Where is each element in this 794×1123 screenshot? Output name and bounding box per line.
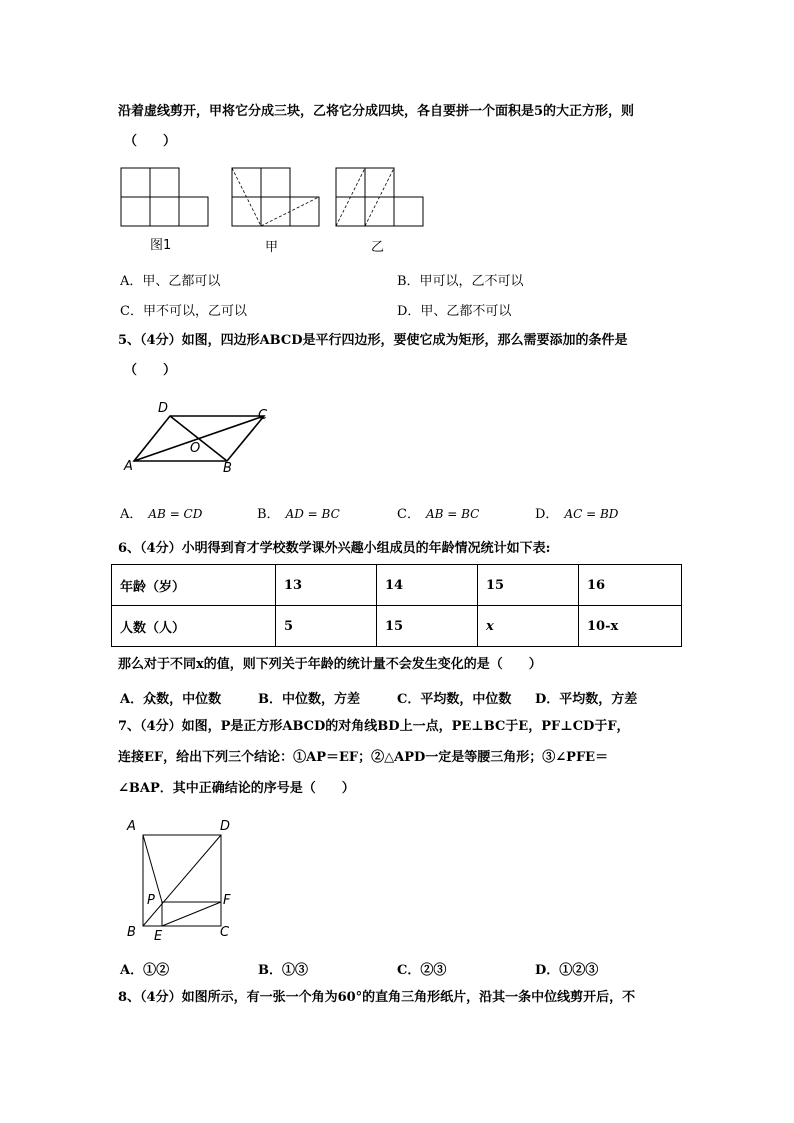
table-cell: 年龄（岁） xyxy=(112,565,276,606)
q5-option-a-letter: A． xyxy=(120,507,143,522)
q5-label-o: O xyxy=(190,441,201,456)
table-cell: x xyxy=(478,606,579,647)
q5-option-d-letter: D． xyxy=(535,507,559,522)
q6-option-a[interactable]: A．众数，中位数 xyxy=(120,692,222,707)
q5-option-b-letter: B． xyxy=(257,507,280,522)
q6-stem: 6、（4分）小明得到育才学校数学课外兴趣小组成员的年龄情况统计如下表: xyxy=(118,541,551,556)
table-cell: 14 xyxy=(377,565,478,606)
q4-option-a[interactable]: A．甲、乙都可以 xyxy=(120,274,221,289)
q6-option-c[interactable]: C．平均数，中位数 xyxy=(397,692,512,707)
q7-stem-line2: 连接EF，给出下列三个结论：①AP＝EF；②△APD一定是等腰三角形；③∠PFE＝ xyxy=(118,750,609,765)
q7-option-c[interactable]: C．②③ xyxy=(397,963,447,978)
q8-stem: 8、（4分）如图所示，有一张一个角为60°的直角三角形纸片，沿其一条中位线剪开后，不 xyxy=(118,990,636,1005)
table-cell: 16 xyxy=(579,565,682,606)
q7-label-c: C xyxy=(220,925,230,940)
q7-label-f: F xyxy=(223,893,231,908)
q5-label-c: C xyxy=(258,408,268,423)
q7-stem-line1: 7、（4分）如图，P是正方形ABCD的对角线BD上一点，PE⊥BC于E，PF⊥CD于F， xyxy=(118,719,630,734)
q7-option-d[interactable]: D．①②③ xyxy=(535,963,599,978)
q5-label-a: A xyxy=(124,459,133,474)
q4-fig1-label: 图1 xyxy=(150,238,172,253)
q7-label-p: P xyxy=(147,893,155,908)
q5-stem: 5、（4分）如图，四边形ABCD是平行四边形，要使它成为矩形，那么需要添加的条件是 xyxy=(118,333,628,348)
q6-question: 那么对于不同x的值，则下列关于年龄的统计量不会发生变化的是（ ） xyxy=(118,657,542,672)
q4-option-b[interactable]: B．甲可以，乙不可以 xyxy=(397,274,524,289)
table-cell: 15 xyxy=(478,565,579,606)
q5-option-a-expr: AB = CD xyxy=(148,507,203,521)
q5-label-b: B xyxy=(223,461,232,476)
q5-option-d-expr: AC = BD xyxy=(564,507,619,521)
q5-label-d: D xyxy=(158,401,169,416)
q7-option-b[interactable]: B．①③ xyxy=(258,963,308,978)
q7-label-b: B xyxy=(127,925,136,940)
q5-option-c-expr: AB = BC xyxy=(425,507,480,521)
q7-option-a[interactable]: A．①② xyxy=(120,963,170,978)
q4-figjia-label: 甲 xyxy=(265,240,279,255)
table-cell: 15 xyxy=(377,606,478,647)
q6-option-b[interactable]: B．中位数，方差 xyxy=(258,692,360,707)
q7-stem-line3: ∠BAP．其中正确结论的序号是（ ） xyxy=(118,781,355,796)
q4-option-c[interactable]: C．甲不可以，乙可以 xyxy=(120,304,247,319)
table-cell: 人数（人） xyxy=(112,606,276,647)
q4-stem: 沿着虚线剪开，甲将它分成三块，乙将它分成四块，各自要拼一个面积是5的大正方形，则 xyxy=(118,104,635,119)
q7-label-d: D xyxy=(220,819,231,834)
table-cell: 13 xyxy=(276,565,377,606)
q4-paren: （ ） xyxy=(124,134,177,149)
q5-option-c-letter: C． xyxy=(397,507,420,522)
q4-option-d[interactable]: D．甲、乙都不可以 xyxy=(397,304,512,319)
q5-paren: （ ） xyxy=(124,363,177,378)
q4-figyi-label: 乙 xyxy=(371,240,385,255)
table-cell: 5 xyxy=(276,606,377,647)
q7-label-e: E xyxy=(154,929,163,944)
q6-option-d[interactable]: D．平均数，方差 xyxy=(535,692,638,707)
q7-label-a: A xyxy=(127,819,136,834)
q5-option-b-expr: AD = BC xyxy=(285,507,340,521)
table-cell: 10-x xyxy=(579,606,682,647)
